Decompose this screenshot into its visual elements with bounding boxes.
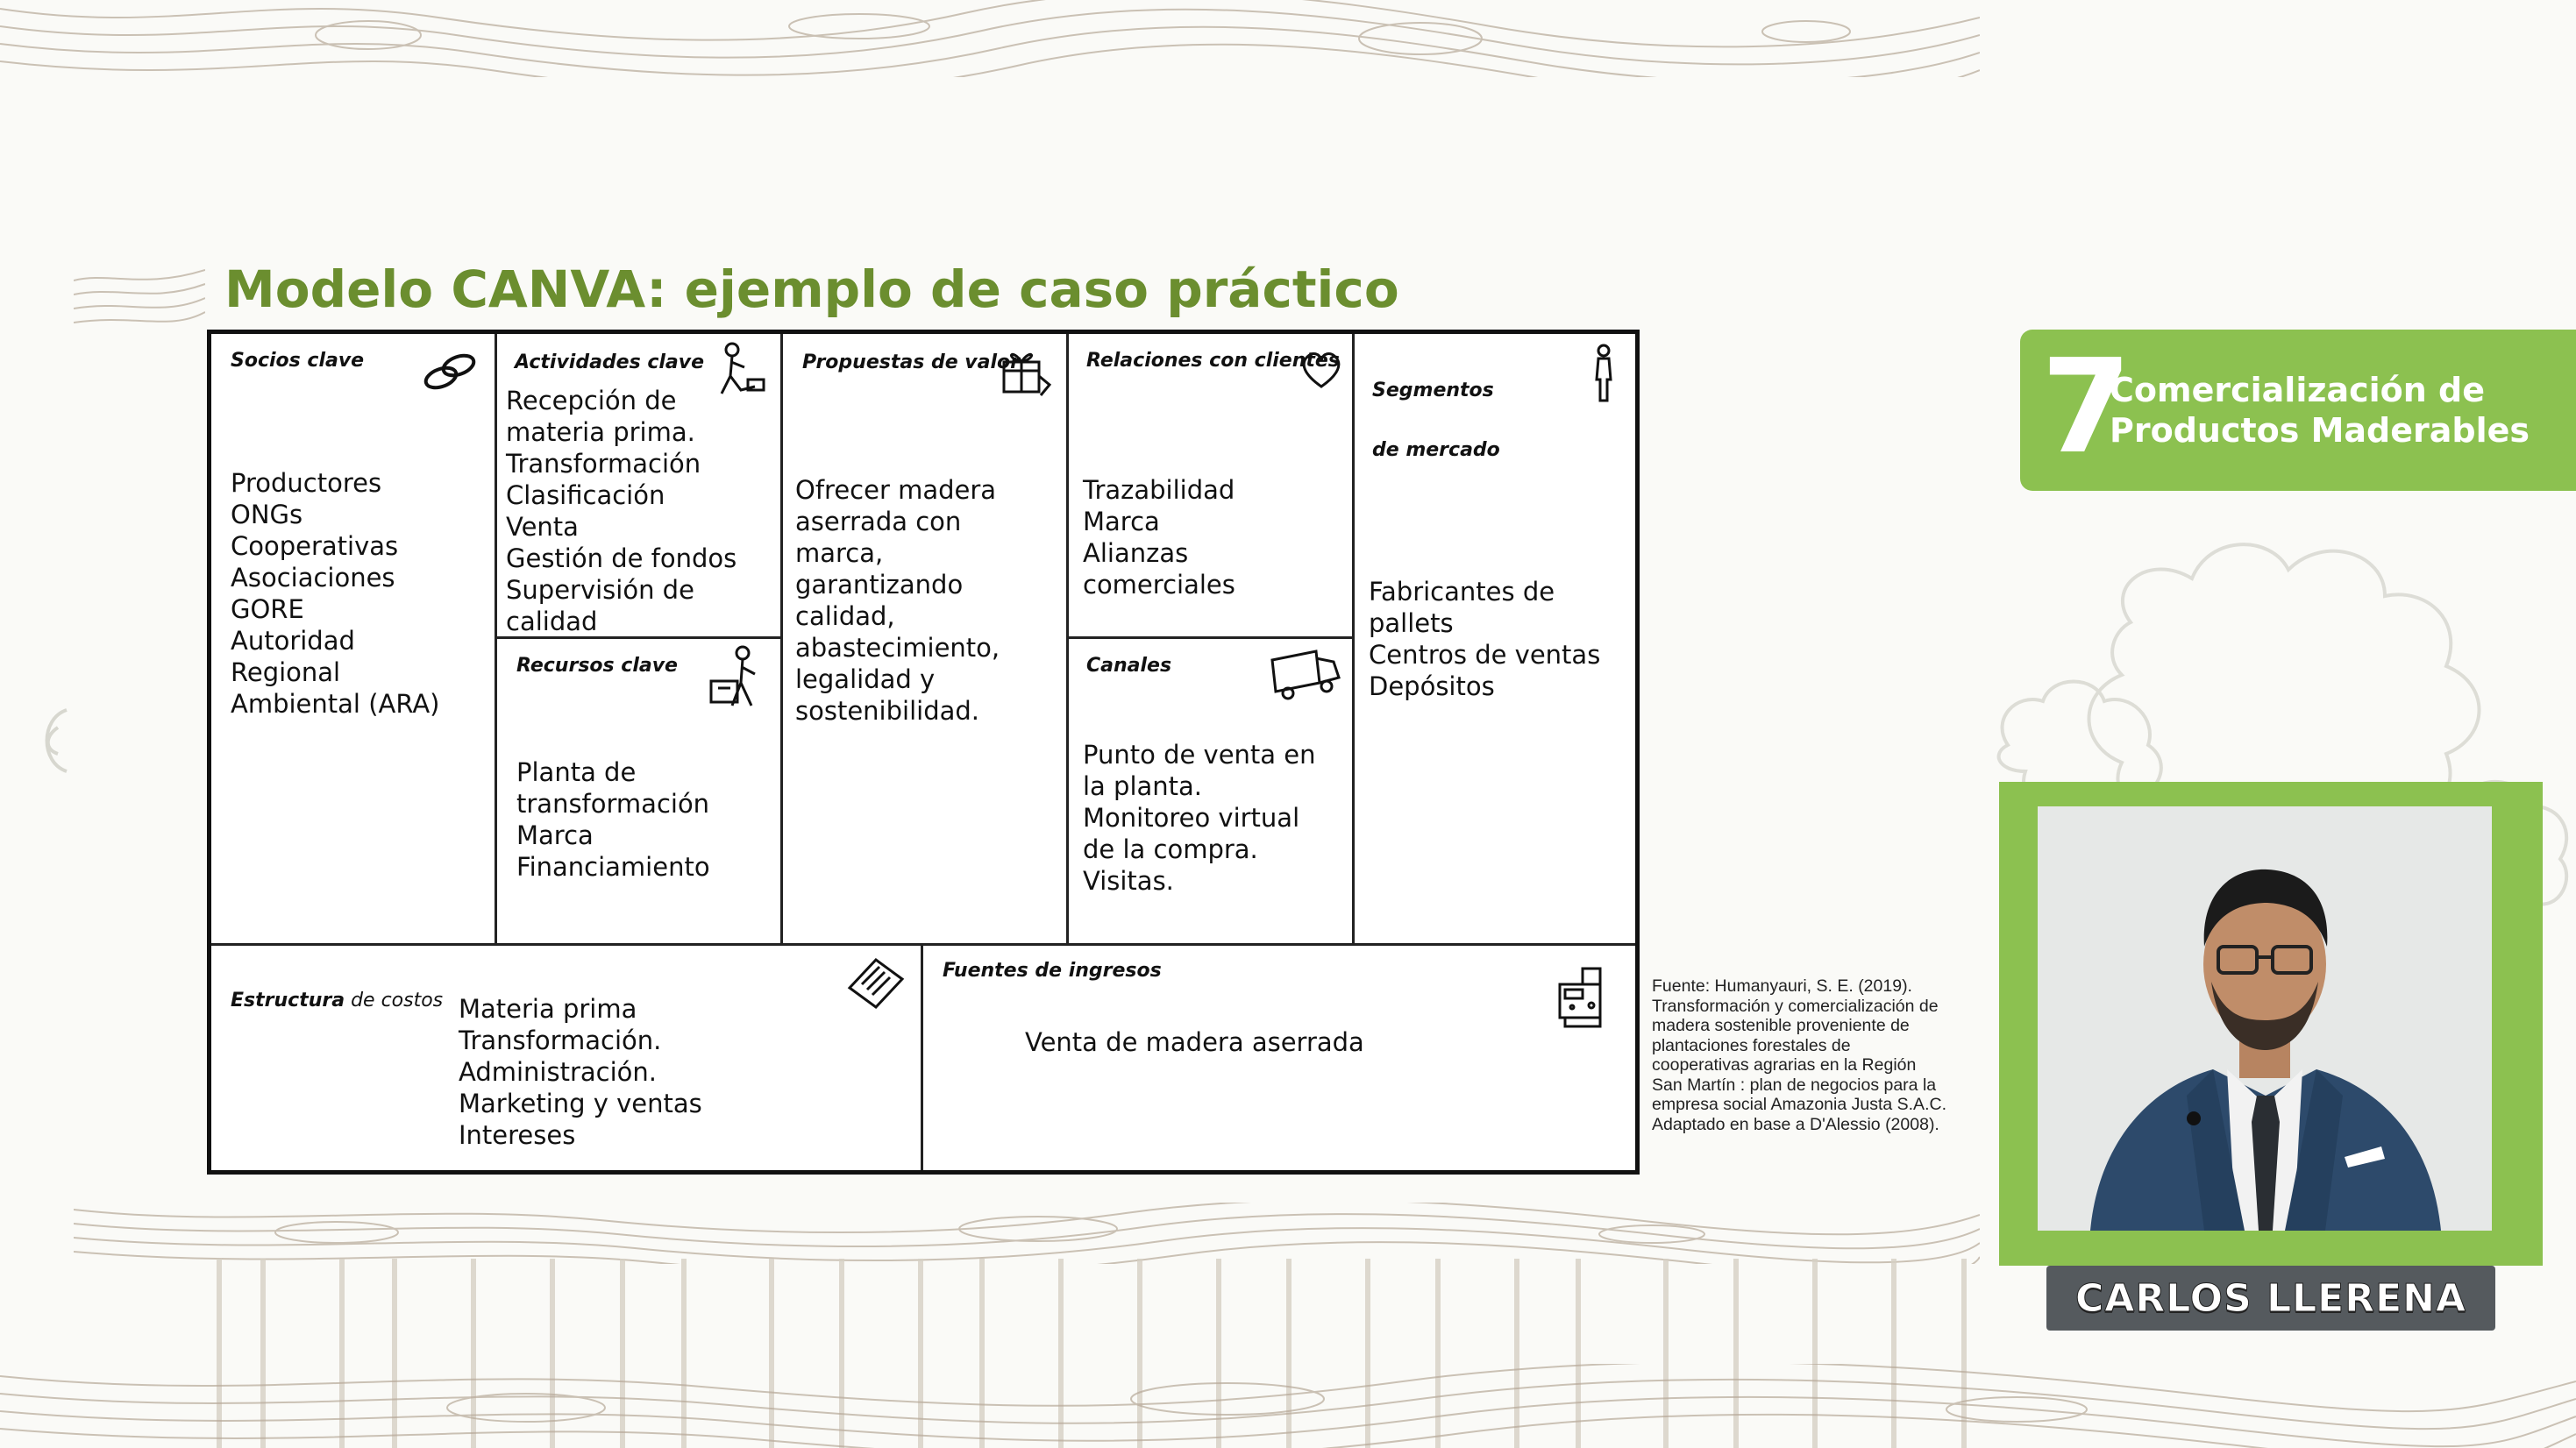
gift-box-icon [993, 341, 1055, 402]
list-item: la planta. [1083, 771, 1203, 801]
segmentos-header-line1: Segmentos [1372, 380, 1494, 401]
list-item: legalidad y [795, 664, 936, 694]
recursos-clave-header: Recursos clave [516, 655, 678, 677]
presenter-name-plate [2046, 1266, 2495, 1331]
list-item: Monitoreo virtual [1083, 803, 1300, 833]
list-item: Clasificación [506, 480, 665, 510]
list-item: transformación [516, 789, 710, 819]
list-item: Ofrecer madera [795, 475, 997, 505]
list-item: calidad, [795, 601, 895, 631]
list-item: garantizando [795, 570, 964, 600]
list-item: Materia prima [459, 994, 637, 1024]
presenter-name: CARLOS LLERENA [2074, 1275, 2467, 1321]
costos-header-bold: Estructura [231, 990, 345, 1011]
cell-canales [1069, 639, 1355, 946]
list-item: Centros de ventas [1369, 640, 1601, 670]
slide-title: Modelo CANVA: ejemplo de caso práctico [224, 259, 1399, 319]
wood-grain-top-band [0, 0, 1980, 77]
estructura-de-costos-list [459, 993, 702, 1151]
cell-recursos-clave [497, 639, 783, 946]
list-item: Intereses [459, 1120, 576, 1150]
list-item: comerciales [1083, 570, 1235, 600]
list-item: Visitas. [1083, 866, 1174, 896]
list-item: Productores [231, 468, 382, 498]
list-item: aserrada con [795, 507, 962, 536]
fuentes-de-ingresos-list [1025, 1026, 1364, 1058]
cell-socios-clave [211, 334, 497, 946]
actividades-clave-list [506, 385, 737, 637]
list-item: Cooperativas [231, 531, 399, 561]
wood-grain-middle-band [74, 1203, 1980, 1264]
list-item: Financiamiento [516, 852, 710, 882]
propuestas-de-valor-header: Propuestas de valor [802, 351, 1020, 373]
cell-fuentes-de-ingresos [923, 946, 1635, 1170]
list-item: abastecimiento, [795, 633, 1000, 663]
module-title [2110, 370, 2530, 451]
list-item: marca, [795, 538, 884, 568]
list-item: Recepción de [506, 386, 677, 415]
list-item: Gestión de fondos [506, 543, 737, 573]
module-number: 7 [2041, 331, 2131, 482]
list-item: calidad [506, 607, 598, 636]
list-item: Marca [1083, 507, 1160, 536]
list-item: Administración. [459, 1057, 657, 1087]
canales-header: Canales [1086, 655, 1172, 677]
cell-relaciones-con-clientes [1069, 334, 1355, 639]
swirl-decoration [32, 701, 75, 780]
segmentos-de-mercado-header [1372, 346, 1500, 495]
cash-register-icon [1553, 958, 1614, 1033]
list-item: Venta [506, 512, 579, 542]
relaciones-con-clientes-header: Relaciones con clientes [1086, 350, 1340, 372]
segmentos-header-line2: de mercado [1372, 439, 1500, 461]
propuestas-de-valor-list [795, 474, 1000, 727]
list-item: Fabricantes de [1369, 577, 1555, 607]
presenter-video [2038, 806, 2492, 1231]
list-item: Planta de [516, 757, 637, 787]
list-item: Transformación. [459, 1026, 662, 1055]
wood-grain-left-accent [74, 263, 205, 326]
list-item: Venta de madera aserrada [1025, 1027, 1364, 1057]
wood-grain-bottom-band [0, 1364, 2576, 1448]
person-icon [1586, 343, 1621, 406]
cell-estructura-de-costos [211, 946, 923, 1170]
list-item: ONGs [231, 500, 303, 529]
segmentos-de-mercado-list [1369, 576, 1600, 702]
factory-worker-icon [706, 644, 767, 713]
list-item: Depósitos [1369, 671, 1495, 701]
list-item: de la compra. [1083, 834, 1258, 864]
presenter-image [2038, 806, 2492, 1231]
list-item: Marca [516, 820, 594, 850]
list-item: Trazabilidad [1083, 475, 1235, 505]
list-item: pallets [1369, 608, 1454, 638]
cell-segmentos-de-mercado [1355, 334, 1635, 946]
cell-propuestas-de-valor [783, 334, 1069, 946]
list-item: Punto de venta en [1083, 740, 1316, 770]
socios-clave-header: Socios clave [231, 350, 365, 372]
fuentes-de-ingresos-header: Fuentes de ingresos [943, 960, 1162, 982]
list-item: GORE [231, 594, 304, 624]
delivery-truck-icon [1269, 642, 1344, 704]
receipt-icon [841, 953, 911, 1014]
list-item: Regional [231, 657, 341, 687]
list-item: Alianzas [1083, 538, 1189, 568]
list-item: Supervisión de [506, 575, 694, 605]
cell-actividades-clave [497, 334, 783, 639]
heart-icon [1299, 346, 1344, 392]
recursos-clave-list [516, 756, 710, 883]
estructura-de-costos-header [231, 956, 443, 1016]
chain-link-icon [418, 339, 481, 402]
list-item: sostenibilidad. [795, 696, 979, 726]
list-item: Marketing y ventas [459, 1089, 702, 1118]
list-item: Autoridad [231, 626, 355, 656]
canales-list [1083, 739, 1316, 897]
source-citation: Fuente: Humanyauri, S. E. (2019). Transformación y comercialización de madera sostenible proveniente de plantaciones forestales de cooperativas agrarias en la Región San Martín : plan de negocios para la empresa social Amazonia Justa S.A.C. Adaptado en base a D'Alessio (2008). [1652, 976, 1946, 1134]
business-model-canvas [207, 330, 1640, 1175]
costos-header-rest: de costos [345, 990, 444, 1011]
list-item: materia prima. [506, 417, 695, 447]
relaciones-con-clientes-list [1083, 474, 1235, 600]
module-badge [2020, 330, 2576, 491]
list-item: Asociaciones [231, 563, 395, 593]
socios-clave-list [231, 467, 439, 720]
module-title-line1: Comercialización de [2110, 371, 2486, 409]
actividades-clave-header: Actividades clave [515, 351, 705, 373]
list-item: Transformación [506, 449, 701, 479]
module-title-line2: Productos Maderables [2110, 411, 2530, 450]
list-item: Ambiental (ARA) [231, 689, 440, 719]
